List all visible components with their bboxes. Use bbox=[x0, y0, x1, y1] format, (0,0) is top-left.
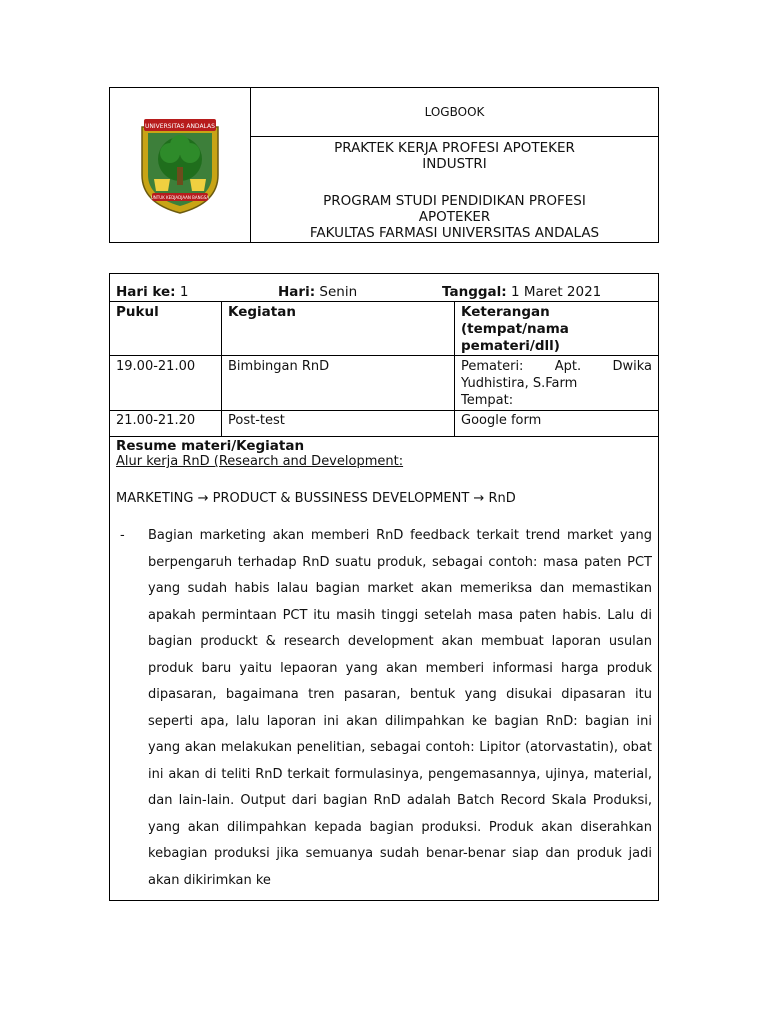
resume-title: Resume materi/Kegiatan bbox=[116, 438, 305, 454]
hari-value: Senin bbox=[319, 284, 358, 300]
bullet-paragraph: Bagian marketing akan memberi RnD feedback terkait trend market yang berpengaruh terhadap RnD suatu produk, sebagai contoh: masa paten PCT yang sudah habis lalau bagian market akan memeriksa dan memastikan apakah permintaan PCT itu masih tinggi setelah masa paten habis. Lalu di bagian produckt & research development akan membuat laporan usulan produk baru yaitu lepaoran yang akan memberi informasi harga produk dipasaran, bagaimana tren pasaran, bentuk yang disukai dipasaran itu seperti apa, lalu laporan ini akan dilimpahkan ke bagian RnD: bagian ini yang akan melakukan penelitian, sebagai contoh: Lipitor (atorvastatin), obat ini akan di teliti RnD terkait formulasinya, pengemasannya, ujinya, material, dan lain-lain. Output dari bagian RnD adalah Batch Record Skala Produksi, yang akan dilimpahkan kepada bagian produksi. Produk akan diserahkan kebagian produksi jika semuanya sudah benar-benar siap dan produk jadi akan dikirimkan ke bbox=[148, 528, 652, 888]
program-line-2: APOTEKER bbox=[418, 209, 491, 225]
logo-text-top: UNIVERSITAS ANDALAS bbox=[145, 123, 215, 130]
title-line-1: PRAKTEK KERJA PROFESI APOTEKER bbox=[334, 140, 575, 156]
log-table bbox=[109, 273, 659, 901]
header-text bbox=[251, 88, 658, 242]
header-titles bbox=[251, 137, 658, 242]
row-pukul: 19.00-21.00 bbox=[110, 356, 222, 410]
hari-ke-label: Hari ke: bbox=[116, 284, 176, 300]
university-logo bbox=[134, 115, 226, 215]
program-line-1: PROGRAM STUDI PENDIDIKAN PROFESI bbox=[323, 193, 586, 209]
faculty-name: FAKULTAS FARMASI UNIVERSITAS ANDALAS bbox=[309, 225, 600, 241]
hari bbox=[278, 284, 357, 300]
resume-section bbox=[110, 438, 658, 894]
bullet-item bbox=[116, 523, 652, 894]
row-pukul: 21.00-21.20 bbox=[110, 411, 222, 436]
hari-ke-value: 1 bbox=[179, 284, 189, 300]
table-row bbox=[110, 356, 658, 411]
header-keterangan: Keterangan (tempat/nama pemateri/dll) bbox=[461, 304, 569, 354]
resume-subtitle: Alur kerja RnD (Research and Development: bbox=[116, 454, 404, 469]
row-keterangan: Google form bbox=[461, 413, 542, 428]
hari-ke bbox=[116, 284, 188, 300]
row-keterangan bbox=[455, 356, 658, 410]
header-table bbox=[109, 87, 659, 243]
column-header-row bbox=[110, 302, 658, 356]
title-line-2: INDUSTRI bbox=[422, 156, 487, 172]
bullet-dash: - bbox=[120, 528, 125, 543]
keterangan-line-3: Tempat: bbox=[461, 393, 514, 408]
tanggal-label: Tanggal: bbox=[442, 284, 507, 300]
tanggal bbox=[442, 284, 601, 300]
hari-label: Hari: bbox=[278, 284, 316, 300]
tanggal-value: 1 Maret 2021 bbox=[510, 284, 602, 300]
keterangan-line-2: Yudhistira, S.Farm bbox=[461, 376, 578, 391]
day-row bbox=[110, 274, 658, 302]
header-kegiatan: Kegiatan bbox=[222, 302, 455, 355]
logo-text-bottom: UNTUK KEDJADJAAN BANGSA bbox=[150, 195, 210, 200]
row-kegiatan: Bimbingan RnD bbox=[222, 356, 455, 410]
table-row bbox=[110, 411, 658, 437]
keterangan-line-1: Pemateri: Apt. Dwika bbox=[461, 359, 652, 374]
header-pukul: Pukul bbox=[110, 302, 222, 355]
workflow-line: MARKETING → PRODUCT & BUSSINESS DEVELOPMENT → RnD bbox=[116, 491, 516, 506]
logo-cell bbox=[110, 88, 251, 242]
row-kegiatan: Post-test bbox=[222, 411, 455, 436]
logbook-label: LOGBOOK bbox=[251, 88, 658, 137]
